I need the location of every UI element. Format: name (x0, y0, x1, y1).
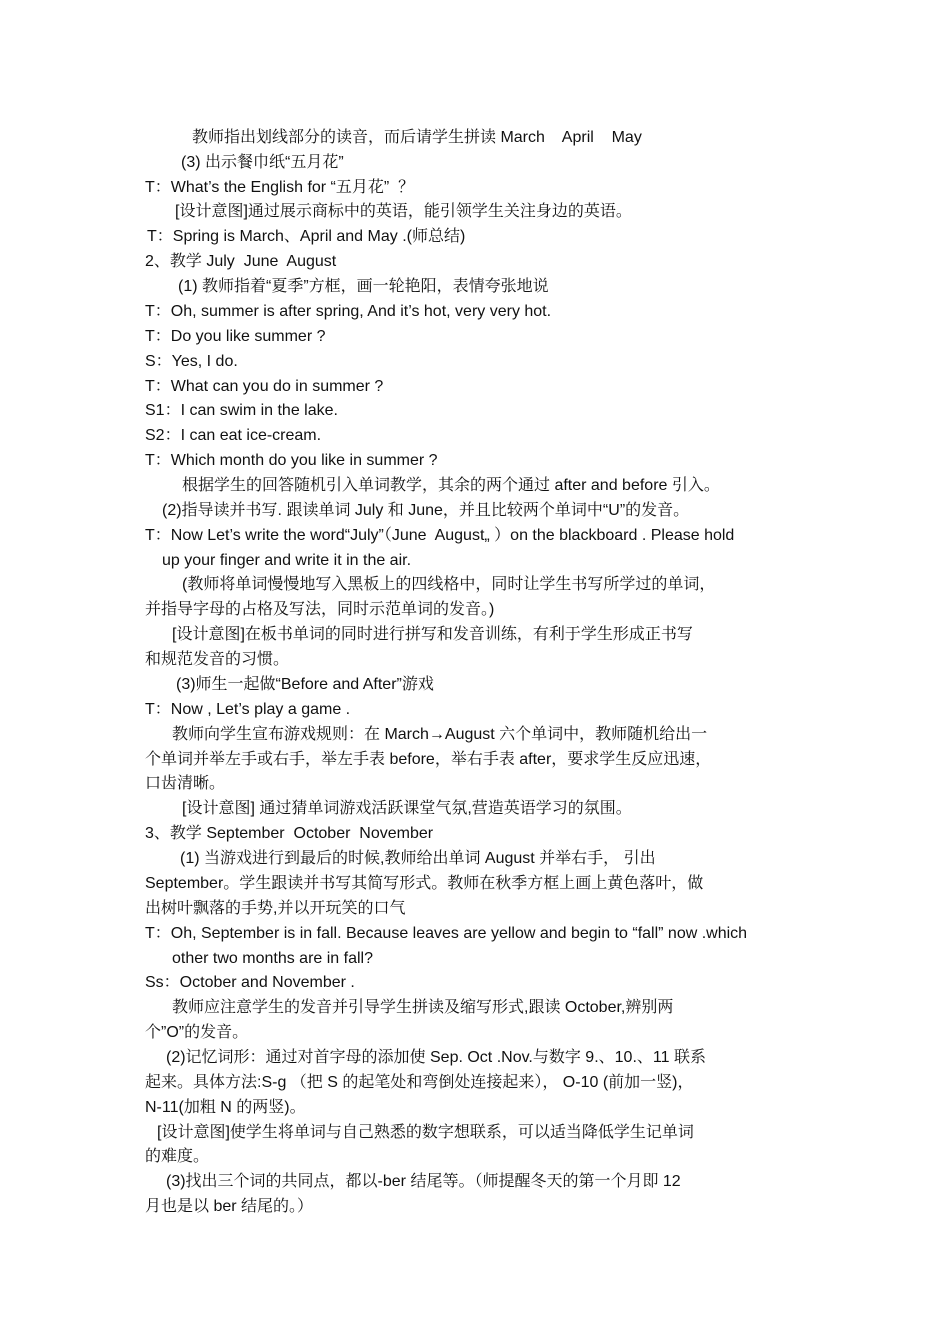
text-line: Ss：October and November . (145, 974, 355, 991)
text-line: T：Do you like summer ? (145, 328, 326, 345)
text-line: T：Now Let’s write the word“July”（June August„ ）on the blackboard . Please hold (145, 527, 735, 544)
text-line: T：What can you do in summer ? (145, 378, 384, 395)
text-line: 并指导字母的占格及写法，同时示范单词的发音。) (145, 601, 495, 618)
text-line: [设计意图]使学生将单词与自己熟悉的数字想联系，可以适当降低学生记单词 (157, 1124, 694, 1141)
text-line: (3)找出三个词的共同点，都以-ber 结尾等。（师提醒冬天的第一个月即 12 (166, 1173, 681, 1190)
text-line: 个”O”的发音。 (145, 1024, 249, 1041)
text-line: 的难度。 (145, 1148, 210, 1165)
text-line: S2：I can eat ice-cream. (145, 427, 322, 444)
text-line: T：Oh, summer is after spring, And it’s hot, very very hot. (145, 303, 552, 320)
text-line: 2、教学 July June August (145, 253, 337, 270)
text-line: 个单词并举左手或右手，举左手表 before，举右手表 after，要求学生反应迅速， (145, 751, 712, 768)
text-line: 教师指出划线部分的读音，而后请学生拼读 March April May (192, 129, 642, 146)
text-line: 和规范发音的习惯。 (145, 651, 290, 668)
text-line: (3)师生一起做“Before and After”游戏 (176, 676, 434, 693)
text-line: (3) 出示餐巾纸“五月花” (181, 154, 344, 171)
text-line: [设计意图]在板书单词的同时进行拼写和发音训练，有利于学生形成正书写 (172, 626, 693, 643)
text-line: T：What’s the English for “五月花” ？ (145, 179, 415, 196)
text-line: 出树叶飘落的手势,并以开玩笑的口气 (145, 900, 406, 917)
text-line: (2)记忆词形：通过对首字母的添加使 Sep. Oct .Nov.与数字 9.、10.、11 联系 (166, 1049, 706, 1066)
text-line: September。学生跟读并书写其简写形式。教师在秋季方框上画上黄色落叶，做 (145, 875, 704, 892)
text-line: T：Spring is March、April and May .(师总结) (147, 228, 466, 245)
text-line: up your finger and write it in the air. (162, 552, 412, 569)
text-line: (1) 当游戏进行到最后的时候,教师给出单词 August 并举右手， 引出 (180, 850, 656, 867)
text-line: T：Oh, September is in fall. Because leaves are yellow and begin to “fall” now .which (145, 925, 748, 942)
text-line: 起来。具体方法:S-g （把 S 的起笔处和弯倒处连接起来）， O-10 (前加一竖)， (145, 1074, 694, 1091)
text-line: 口齿清晰。 (145, 775, 226, 792)
text-line: (教师将单词慢慢地写入黑板上的四线格中，同时让学生书写所学过的单词， (182, 576, 716, 593)
text-line: 根据学生的回答随机引入单词教学，其余的两个通过 after and before 引入。 (182, 477, 720, 494)
text-line: 月也是以 ber 结尾的。） (145, 1198, 314, 1215)
text-line: 3、教学 September October November (145, 825, 434, 842)
text-line: N-11(加粗 N 的两竖)。 (145, 1099, 306, 1116)
text-line: other two months are in fall? (172, 950, 373, 967)
text-line: [设计意图]通过展示商标中的英语，能引领学生关注身边的英语。 (175, 203, 632, 220)
text-line: T：Now , Let’s play a game . (145, 701, 351, 718)
text-line: [设计意图] 通过猜单词游戏活跃课堂气氛,营造英语学习的氛围。 (182, 800, 632, 817)
text-line: 教师向学生宣布游戏规则：在 March→August 六个单词中，教师随机给出一 (172, 726, 708, 743)
text-line: (1) 教师指着“夏季”方框，画一轮艳阳，表情夸张地说 (178, 278, 549, 295)
text-line: S1：I can swim in the lake. (145, 402, 338, 419)
text-line: (2)指导读并书写. 跟读单词 July 和 June，并且比较两个单词中“U”的发音。 (162, 502, 690, 519)
text-line: S：Yes, I do. (145, 353, 238, 370)
text-line: 教师应注意学生的发音并引导学生拼读及缩写形式,跟读 October,辨别两 (172, 999, 674, 1016)
text-line: T：Which month do you like in summer ? (145, 452, 438, 469)
